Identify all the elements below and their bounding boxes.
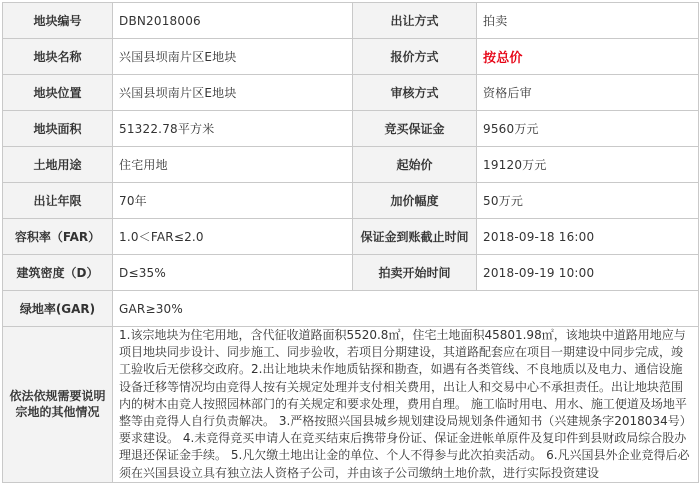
review-method-label: 审核方式 xyxy=(353,75,477,111)
quote-method-label: 报价方式 xyxy=(353,39,477,75)
transfer-method-label: 出让方式 xyxy=(353,3,477,39)
quote-method-value: 按总价 xyxy=(477,39,699,75)
row-green-ratio xyxy=(3,291,699,327)
starting-price-label: 起始价 xyxy=(353,147,477,183)
location-value: 兴国县坝南片区E地块 xyxy=(113,75,353,111)
review-method-value: 资格后审 xyxy=(477,75,699,111)
land-info-table xyxy=(2,2,699,483)
density-value: D≤35% xyxy=(113,255,353,291)
parcel-name-value: 兴国县坝南片区E地块 xyxy=(113,39,353,75)
area-label: 地块面积 xyxy=(3,111,113,147)
transfer-method-value: 拍卖 xyxy=(477,3,699,39)
increment-value: 50万元 xyxy=(477,183,699,219)
row-location xyxy=(3,75,699,111)
green-ratio-value: GAR≥30% xyxy=(113,291,699,327)
parcel-name-label: 地块名称 xyxy=(3,39,113,75)
row-term xyxy=(3,183,699,219)
conditions-label: 依法依规需要说明宗地的其他情况 xyxy=(3,327,113,483)
row-area xyxy=(3,111,699,147)
deposit-value: 9560万元 xyxy=(477,111,699,147)
row-far xyxy=(3,219,699,255)
far-value: 1.0＜FAR≤2.0 xyxy=(113,219,353,255)
deposit-deadline-value: 2018-09-18 16:00 xyxy=(477,219,699,255)
conditions-text: 1.该宗地块为住宅用地，含代征收道路面积5520.8㎡，住宅土地面积45801.98㎡，该地块中道路用地应与项目地块同步设计、同步施工、同步验收，若项目分期建设，其道路配套应在项目一期建设中同步完成，竣工验收后无偿移交政府。2.出让地块未作地质钻探和勘查，如遇有各类管线、不良地质以及电力、通信设施设备迁移等情况均由竞得人按有关规定处理并支付相关费用，出让人和交易中心不承担责任。出让地块范围内的树木由竞人按照园林部门的有关规定和要求处理，费用自理。 施工临时用电、用水、施工便道及场地平整等由竞得人自行负责解决。 3.严格按照兴国县城乡规划建设局规划条件通知书（兴建规条字2018034号）要求建设。 4.未竞得竞买申请人在竞买结束后携带身份证、保证金进帐单原件及复印件到县财政局综合股办理退还保证金手续。 5.凡欠缴土地出让金的单位、个人不得参与此次拍卖活动。 6.凡兴国县外企业竞得后必须在兴国县设立具有独立法人资格子公司，并由该子公司缴纳土地价款，进行实际投资建设 xyxy=(113,327,699,483)
row-parcel-name xyxy=(3,39,699,75)
parcel-id-label: 地块编号 xyxy=(3,3,113,39)
row-density xyxy=(3,255,699,291)
term-value: 70年 xyxy=(113,183,353,219)
green-ratio-label: 绿地率(GAR) xyxy=(3,291,113,327)
far-label: 容积率（FAR） xyxy=(3,219,113,255)
row-conditions xyxy=(3,327,699,483)
deposit-label: 竞买保证金 xyxy=(353,111,477,147)
row-land-use xyxy=(3,147,699,183)
density-label: 建筑密度（D） xyxy=(3,255,113,291)
area-value: 51322.78平方米 xyxy=(113,111,353,147)
auction-start-label: 拍卖开始时间 xyxy=(353,255,477,291)
deposit-deadline-label: 保证金到账截止时间 xyxy=(353,219,477,255)
land-use-value: 住宅用地 xyxy=(113,147,353,183)
land-use-label: 土地用途 xyxy=(3,147,113,183)
auction-start-value: 2018-09-19 10:00 xyxy=(477,255,699,291)
starting-price-value: 19120万元 xyxy=(477,147,699,183)
parcel-id-value: DBN2018006 xyxy=(113,3,353,39)
increment-label: 加价幅度 xyxy=(353,183,477,219)
location-label: 地块位置 xyxy=(3,75,113,111)
term-label: 出让年限 xyxy=(3,183,113,219)
row-parcel-id xyxy=(3,3,699,39)
